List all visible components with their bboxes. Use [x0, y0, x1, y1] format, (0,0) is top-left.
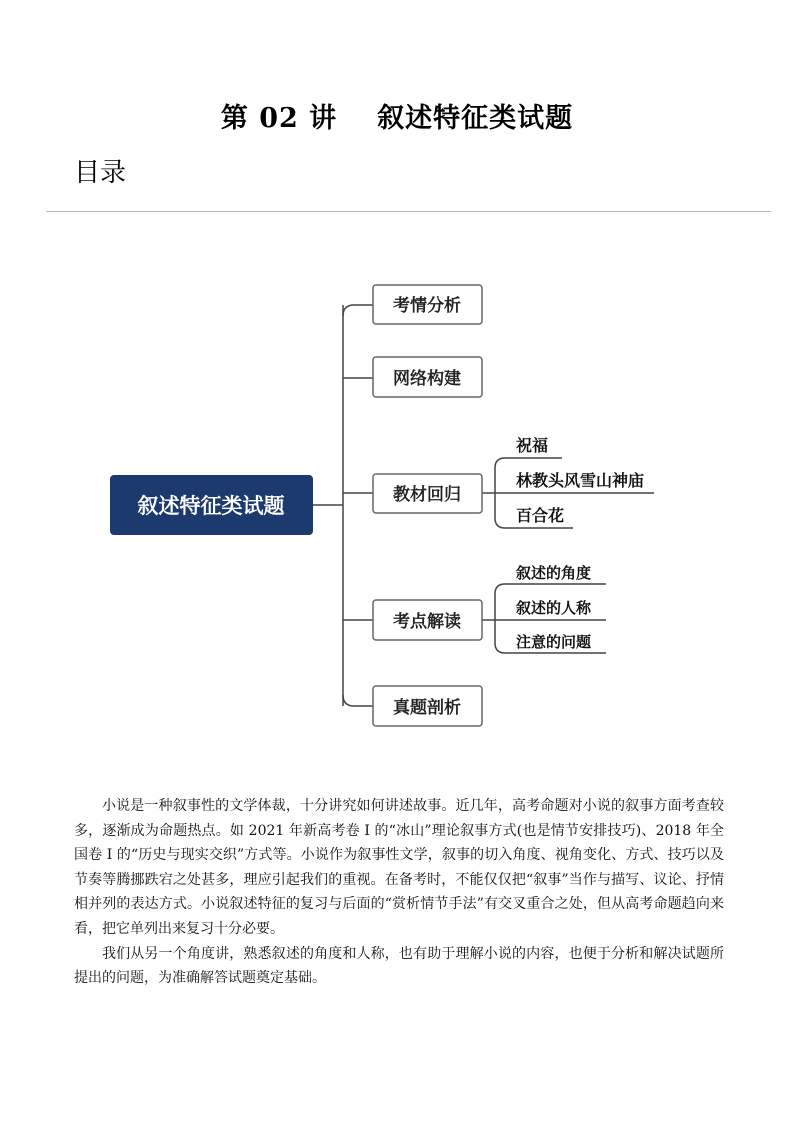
leaf-label-4-2: 叙述的人称 [516, 599, 592, 617]
branch-line-5 [343, 695, 373, 706]
branch-label-5: 真题剖析 [393, 698, 461, 718]
leaf-label-3-3: 百合花 [516, 506, 565, 525]
branch-line-1 [343, 305, 373, 316]
leaf-label-4-1: 叙述的角度 [516, 564, 592, 582]
branch-node-3 [373, 474, 482, 513]
branch-label-3: 教材回归 [393, 485, 461, 505]
lecture-number: 第 02 讲 [220, 103, 338, 134]
leaf-label-3-1: 祝福 [516, 436, 549, 455]
leaf-label-3-2: 林教头风雪山神庙 [516, 471, 645, 490]
lecture-topic: 叙述特征类试题 [377, 103, 574, 134]
toc-heading: 目录 [74, 158, 127, 188]
branch-node-2 [373, 357, 482, 397]
branch-label-4: 考点解读 [393, 612, 461, 632]
branch-node-5 [373, 686, 482, 726]
branch-label-1: 考情分析 [393, 296, 461, 316]
paragraph: 我们从另一个角度讲，熟悉叙述的角度和人称，也有助于理解小说的内容，也便于分析和解决试题所提出的问题，为准确解答试题奠定基础。 [74, 945, 724, 987]
branch-node-4 [373, 600, 482, 640]
mind-map [0, 260, 794, 750]
mind-map-connectors [313, 305, 654, 706]
leaf-label-4-3: 注意的问题 [516, 633, 592, 651]
branch-label-2: 网络构建 [393, 369, 461, 389]
root-label: 叙述特征类试题 [137, 494, 285, 518]
leaf-group-4 [515, 564, 592, 651]
divider [46, 211, 771, 212]
intro-text [74, 794, 724, 991]
mind-map-root [110, 475, 313, 535]
page-title [0, 96, 794, 135]
paragraph: 小说是一种叙事性的文学体裁，十分讲究如何讲述故事。近几年，高考命题对小说的叙事方面考查较多，逐渐成为命题热点。如 2021 年新高考卷 I 的“冰山”理论叙事方式(也是情节安排技巧)、2018 年全国卷 I 的“历史与现实交织”方式等。小说作为叙事性文学，叙事的切入角度、视角变化、方式、技巧以及节奏等腾挪跌宕之处甚多，理应引起我们的重视。在备考时，不能仅仅把“叙事”当作与描写、议论、抒情相并列的表达方式。小说叙述特征的复习与后面的“赏析情节手法”有交叉重合之处，但从高考命题趋向来看，把它单列出来复习十分必要。 [74, 798, 724, 937]
branch-node-1 [373, 285, 482, 324]
leaf-group-3 [516, 436, 644, 525]
